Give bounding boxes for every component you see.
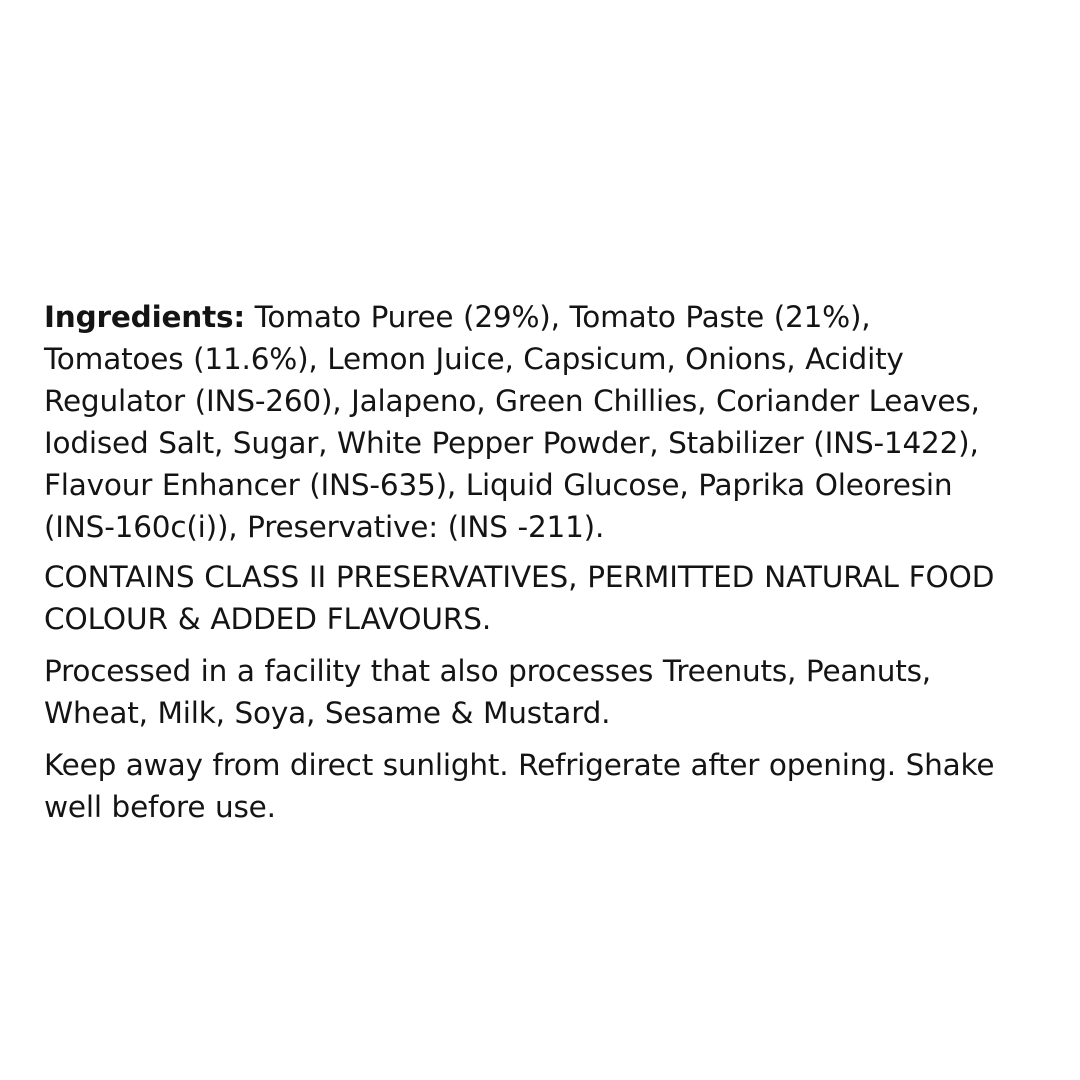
storage-instructions: Keep away from direct sunlight. Refrigerate after opening. Shake well before use. <box>44 748 995 824</box>
ingredients-heading: Ingredients: <box>44 300 245 334</box>
preservative-notice: CONTAINS CLASS II PRESERVATIVES, PERMITTED NATURAL FOOD COLOUR & ADDED FLAVOURS. <box>44 560 995 636</box>
ingredients-paragraph <box>44 296 1014 548</box>
allergen-notice-block <box>44 650 1014 734</box>
ingredients-list: Tomato Puree (29%), Tomato Paste (21%), Tomatoes (11.6%), Lemon Juice, Capsicum, Onions, Acidity Regulator (INS-260), Jalapeno, Green Chillies, Coriander Leaves, Iodised Salt, Sugar, White Pepper Powder, Stabilizer (INS-1422), Flavour Enhancer (INS-635), Liquid Glucose, Paprika Oleoresin (INS-160c(i)), Preservative: (INS -211). <box>44 300 980 544</box>
storage-instructions-block <box>44 744 1014 828</box>
ingredients-block <box>44 296 1014 548</box>
product-label-panel <box>44 296 1014 834</box>
allergen-notice: Processed in a facility that also processes Treenuts, Peanuts, Wheat, Milk, Soya, Sesame & Mustard. <box>44 654 931 730</box>
preservative-notice-block <box>44 556 1014 640</box>
